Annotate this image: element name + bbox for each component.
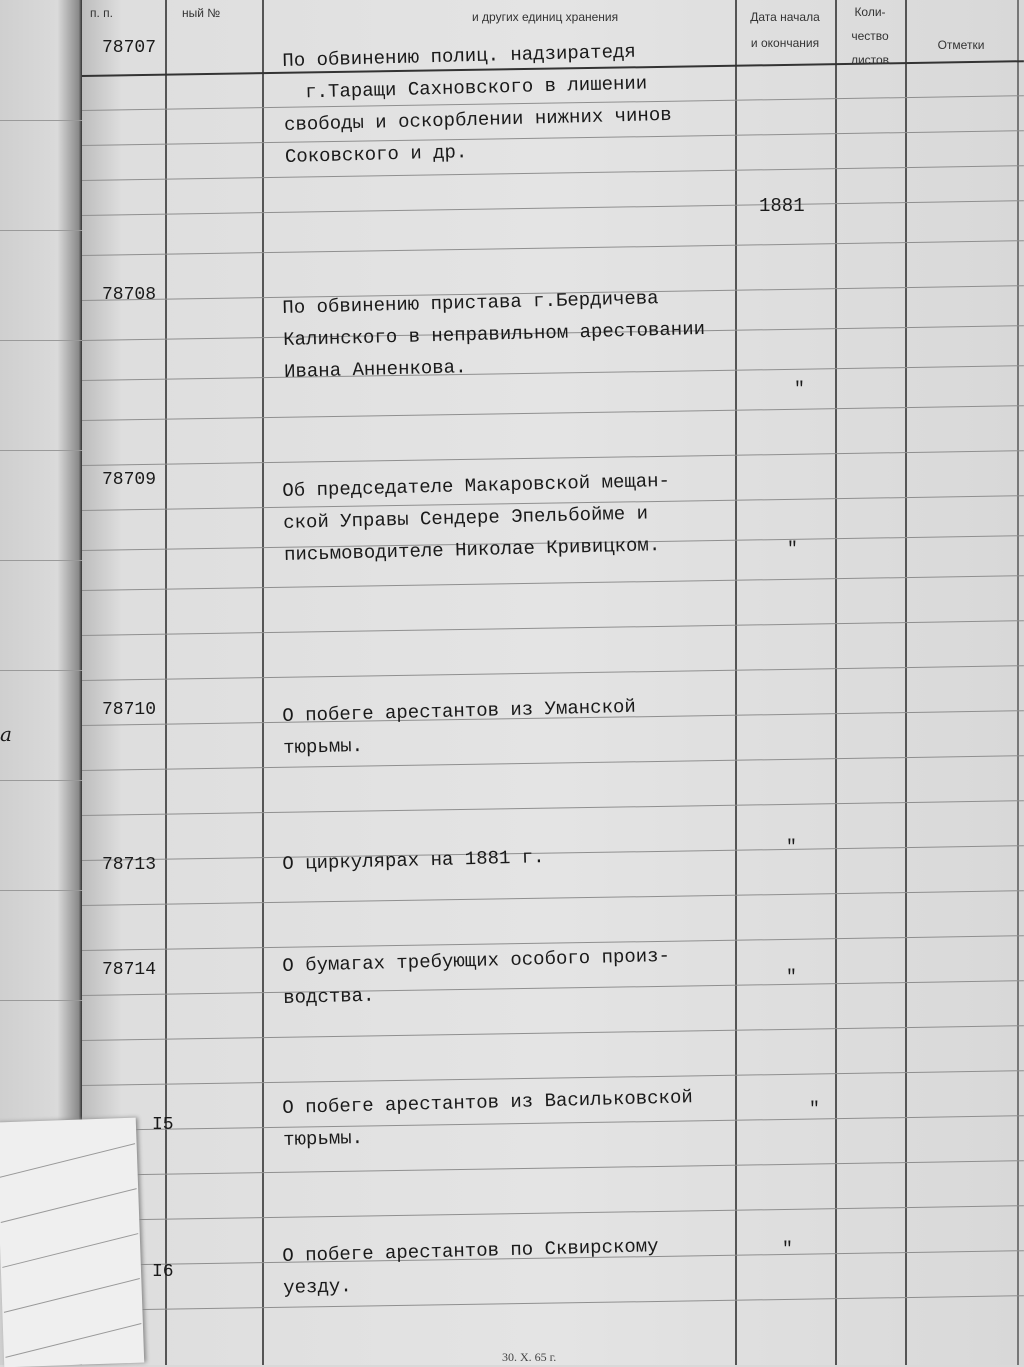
- entry-date: ": [782, 1240, 793, 1260]
- entry-title-line: письмоводителе Николае Кривицком.: [283, 534, 661, 566]
- entry-number: 78710: [102, 700, 157, 720]
- header-notes: Отметки: [937, 38, 985, 52]
- entry-title-line: Об председателе Макаровской мещан-: [282, 469, 671, 502]
- header-np: п. п.: [90, 6, 113, 20]
- entry-title-line: Соковского и др.: [284, 141, 468, 168]
- entry-title: [282, 281, 706, 388]
- entry-title-line: г.Таращи Сахновского в лишении: [304, 72, 648, 104]
- margin-mark: a: [0, 722, 12, 746]
- entry-number: I5: [152, 1115, 174, 1135]
- entry-title: [282, 1230, 660, 1304]
- entry-date: ": [794, 380, 805, 400]
- entry-title-line: О бумагах требующих особого произ-: [282, 944, 671, 977]
- entry-number: 78707: [102, 38, 157, 58]
- print-footer: 30. X. 65 г.: [502, 1350, 557, 1364]
- entry-number: 78714: [102, 960, 157, 980]
- entry-number: 78713: [102, 855, 157, 875]
- entry-title-line: тюрьмы.: [282, 1126, 364, 1151]
- entry-date: ": [809, 1100, 820, 1120]
- entry-title-line: свободы и оскорблении нижних чинов: [283, 103, 672, 136]
- header-count: Коли- чество листов: [850, 5, 890, 67]
- entry-title-line: По обвинению полиц. надзиратедя: [282, 40, 637, 72]
- entry-title-line: По обвинению пристава г.Бердичева: [282, 287, 659, 319]
- entry-title-line: О побеге арестантов по Сквирскому: [282, 1235, 659, 1267]
- header-number: ный №: [182, 6, 221, 20]
- header-title: и других единиц хранения: [472, 10, 619, 24]
- entry-number: I6: [152, 1262, 174, 1282]
- entry-number: 78708: [102, 285, 157, 305]
- ledger-page: [82, 0, 1024, 1365]
- entry-title-line: уезду.: [282, 1275, 352, 1299]
- entry-title-line: тюрьмы.: [282, 734, 364, 759]
- entry-title-line: Ивана Анненкова.: [283, 356, 467, 383]
- entry-date: ": [786, 838, 797, 858]
- entry-number: 78709: [102, 470, 157, 490]
- entry-date: ": [787, 540, 798, 560]
- entry-title: [282, 841, 545, 880]
- entry-title: [282, 691, 637, 764]
- entry-title-line: О побеге арестантов из Васильковской: [282, 1086, 694, 1119]
- entry-title: [282, 35, 673, 173]
- entry-title: [282, 940, 671, 1014]
- entry-title-line: О побеге арестантов из Уманской: [282, 695, 637, 727]
- entry-title: [282, 465, 672, 571]
- entry-title: [282, 1081, 694, 1156]
- entry-title-line: О циркулярах на 1881 г.: [282, 846, 545, 875]
- header-dates: Дата начала и окончания: [750, 10, 820, 50]
- entry-date: ": [786, 968, 797, 988]
- entry-title-line: водства.: [282, 984, 375, 1009]
- entry-title-line: ской Управы Сендере Эпельбойме и: [282, 502, 649, 534]
- entry-title-line: Калинского в неправильном арестовании: [282, 317, 706, 351]
- entry-date: 1881: [759, 195, 805, 217]
- inserted-card: [0, 1118, 144, 1367]
